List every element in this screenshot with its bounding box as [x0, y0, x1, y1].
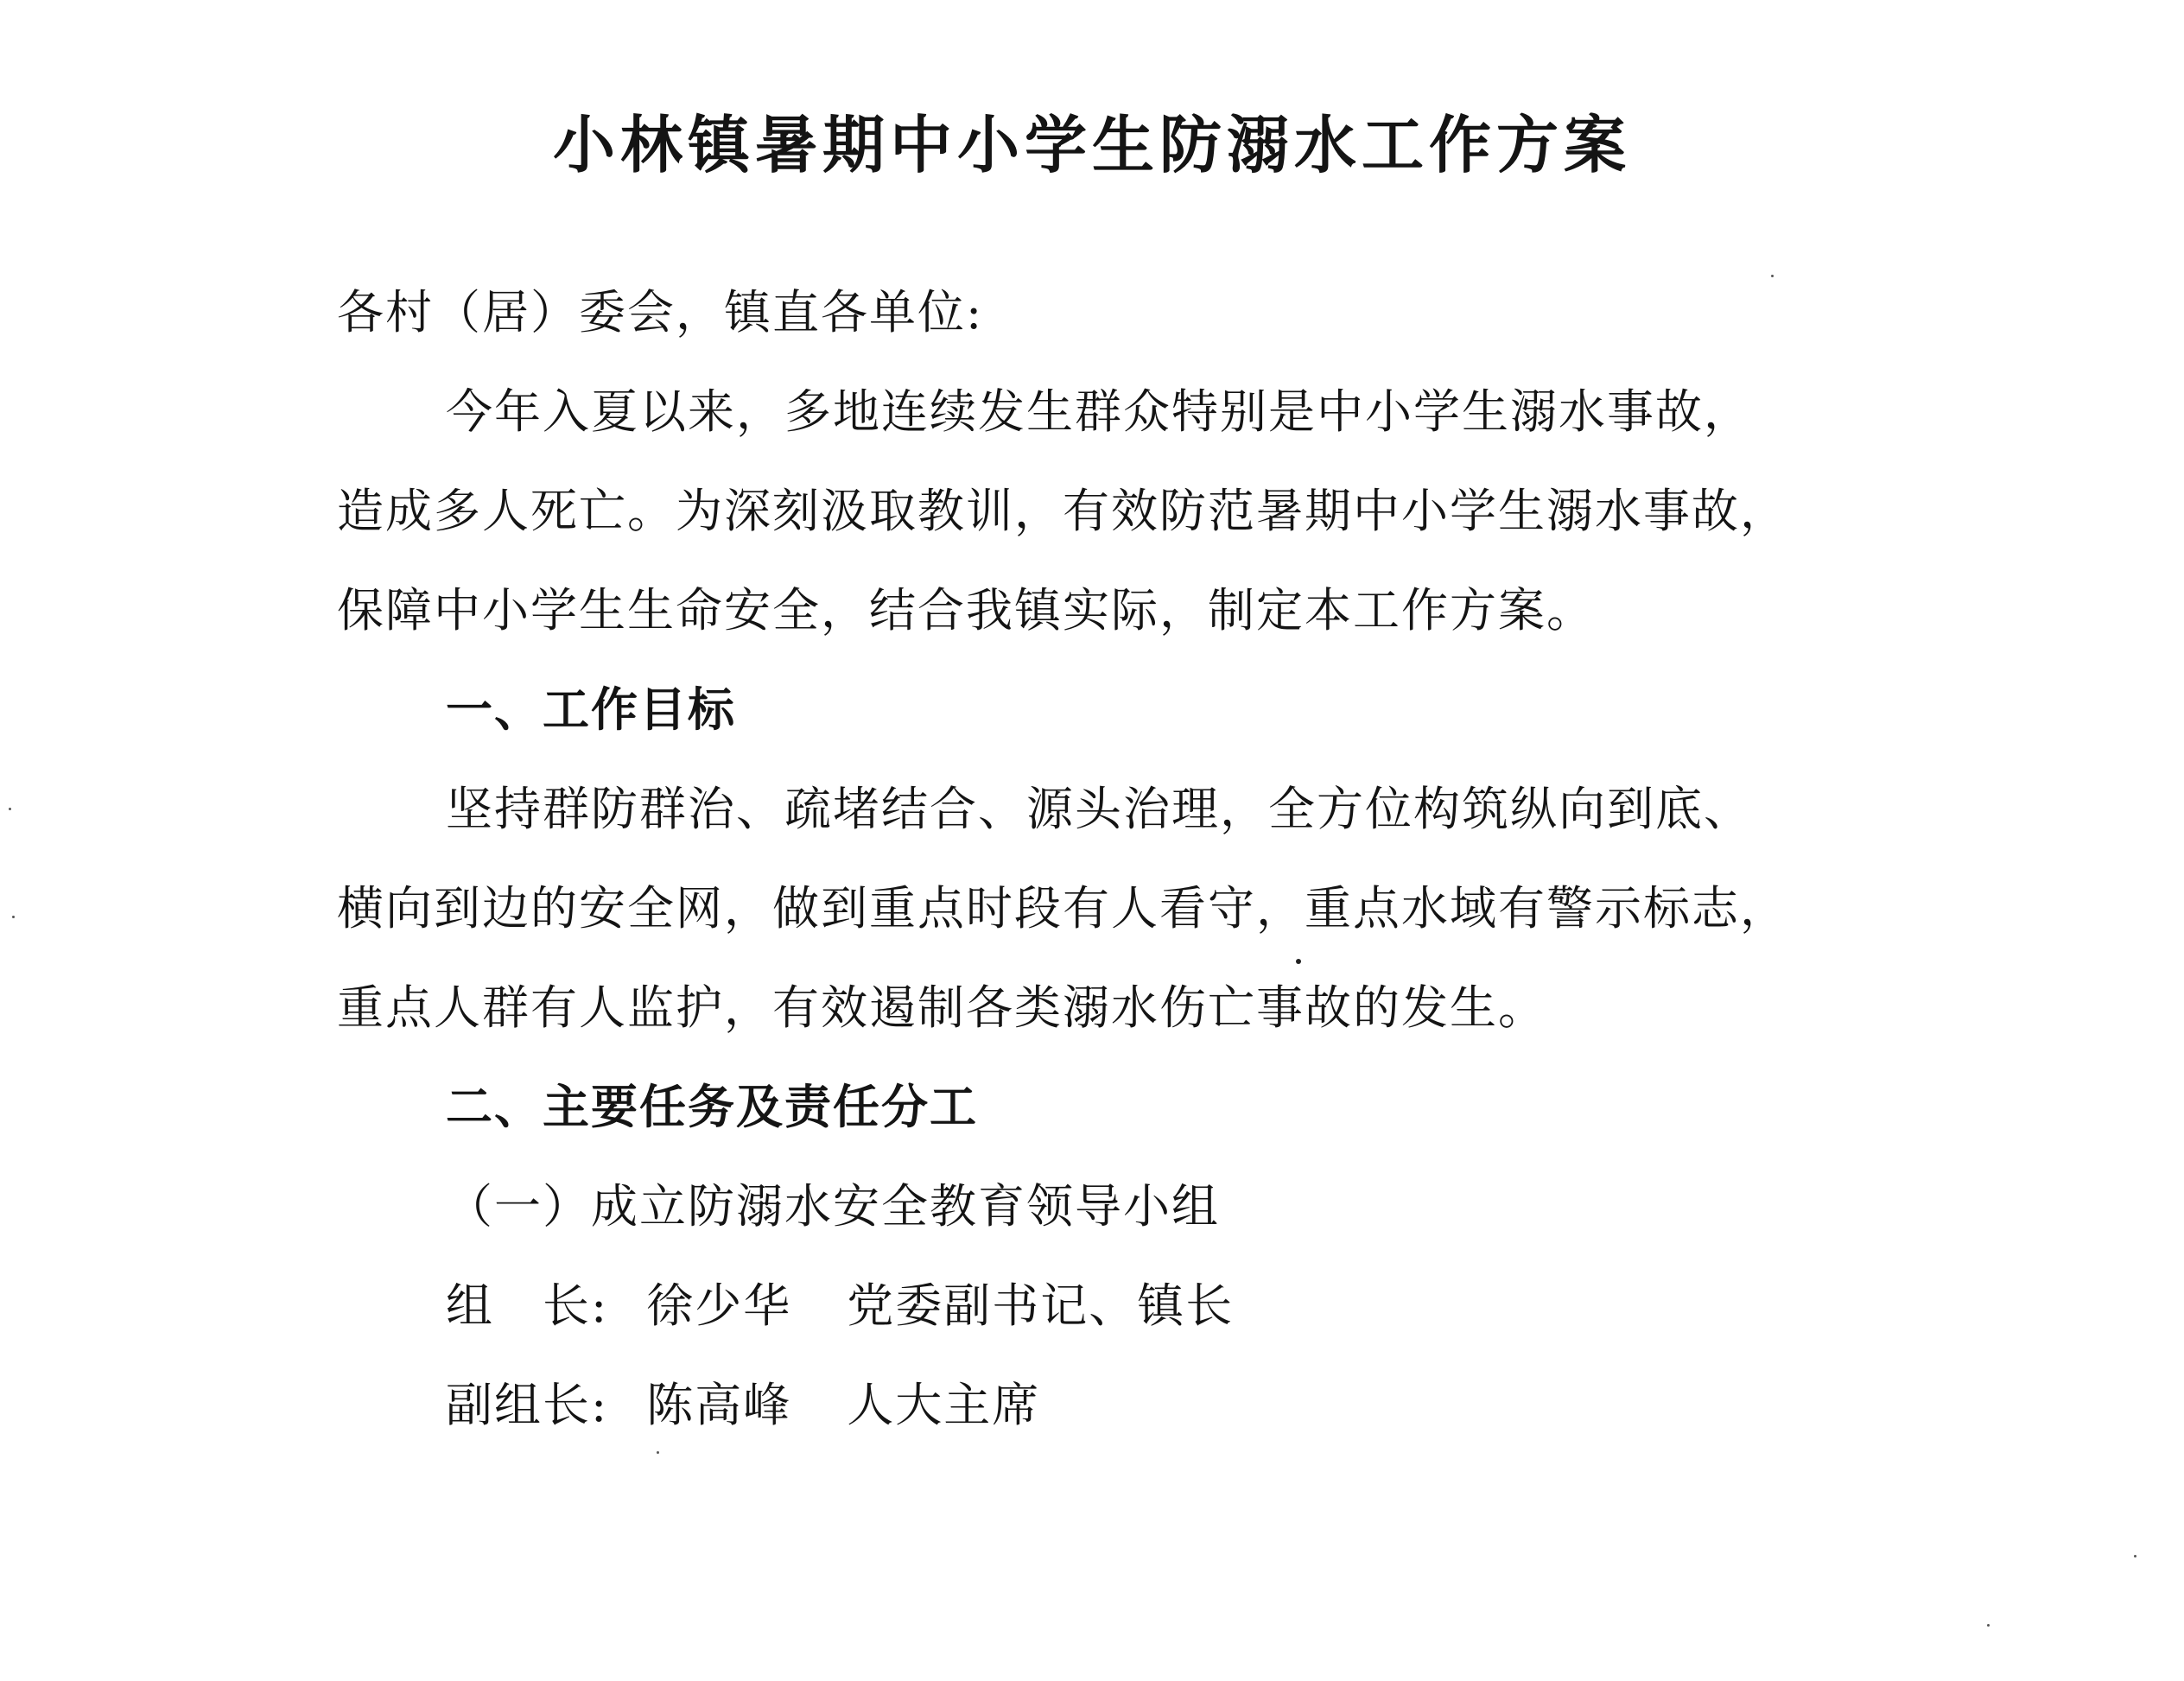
document-title: 小林镇暑期中小学生防溺水工作方案: [552, 109, 1631, 181]
scan-speck: [1771, 275, 1774, 277]
section-2-subheading-1: （一）成立防溺水安全教育领导小组: [446, 1179, 1220, 1234]
section-1-line-1: 坚持群防群治、疏堵结合、源头治理，全方位构筑纵向到底、: [446, 782, 1752, 836]
section-2-heading: 二、主要任务及责任分工: [446, 1080, 978, 1134]
deputy-position: 人大主席: [847, 1378, 1041, 1432]
deputy-label: 副组长:: [446, 1378, 609, 1432]
scan-speck: [1296, 959, 1301, 964]
deputy-name: 陈高峰: [646, 1378, 792, 1432]
leader-row: [446, 1272, 1234, 1341]
scan-speck: [1987, 1624, 1990, 1627]
leader-position: 党委副书记、镇长: [847, 1278, 1235, 1333]
section-1-line-3: 重点人群有人监护，有效遏制各类溺水伤亡事故的发生。: [337, 980, 1546, 1035]
intro-line-3: 保障中小学生生命安全，结合我镇实际，制定本工作方案。: [337, 583, 1595, 638]
scan-speck: [2134, 1555, 2136, 1557]
scan-speck: [657, 1451, 659, 1454]
intro-line-1: 今年入夏以来，多地连续发生群众特别是中小学生溺水事故，: [446, 384, 1752, 439]
section-1-line-2: 横向到边的安全网，做到重点时段有人看守，重点水域有警示标志，: [337, 881, 1788, 936]
leader-name: 徐少华: [646, 1278, 792, 1333]
section-1-heading: 一、工作目标: [446, 682, 736, 737]
scan-speck: [9, 808, 11, 810]
scan-speck: [12, 916, 15, 918]
deputy-leader-row: [446, 1371, 1040, 1440]
salutation: 各村（居）委会，镇直各单位:: [337, 285, 984, 339]
intro-line-2: 造成多人死亡。为深刻汲取教训，有效防范暑期中小学生溺水事故，: [337, 484, 1788, 538]
leader-label: 组 长:: [446, 1278, 609, 1333]
